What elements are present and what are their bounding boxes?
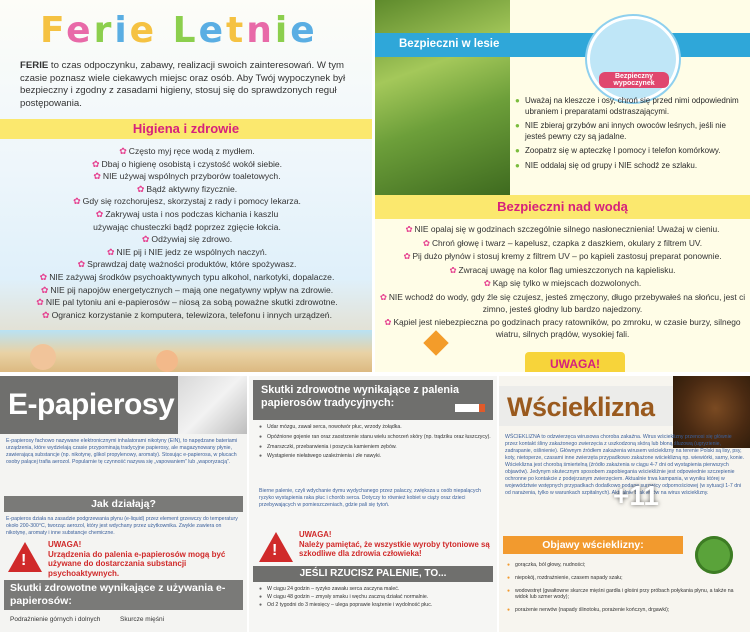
list-item: ✿ NIE opalaj się w godzinach szczególnie silnego nasłonecznienia! Uważaj w cieniu. — [405, 224, 720, 234]
symptoms-heading: Objawy wścieklizny: — [503, 536, 683, 554]
ferie-intro-text: to czas odpoczynku, zabawy, realizacji swoich zainteresowań. W tym czasie poznasz wiele ciekawych miejsc oraz osób. Aby Twój wypoczynek był bezpieczny i zgodny z zasadami higieny, stosuj się do sprawdzonych reguł postępowania. — [20, 60, 346, 109]
list-item: ● Zmarszczki, przebarwienia i poszycia kamieniem zębów. — [259, 444, 491, 451]
list-item: ● Wystąpienie niełatwego uzależnienia i złe nawyki. — [259, 453, 491, 460]
quit-heading: JEŚLI RZUCISZ PALENIE, TO... — [253, 566, 493, 582]
list-item: ✿ Zwracaj uwagę na kolor flag umieszczonych na kąpielisku. — [449, 264, 676, 275]
rabies-panel[interactable] — [499, 376, 750, 632]
flower-icon: ✿ — [40, 284, 49, 295]
flower-icon: ✿ — [119, 146, 127, 156]
forest-kids-photo — [375, 0, 510, 195]
smoking-effects-list — [259, 424, 491, 463]
ferie-intro — [20, 60, 356, 110]
list-item: ✿ NIE pal tytoniu ani e-papierosów – niosą za sobą poważne skutki zdrowotne. — [36, 297, 338, 308]
badge-label: Bezpieczny wypoczynek — [599, 72, 669, 88]
smoking-warning — [299, 530, 491, 559]
title-letter: i — [114, 10, 130, 51]
list-item: ✿ Ogranicz korzystanie z komputera, telewizora, telefonu i innych urządzeń. — [42, 309, 332, 320]
flower-icon: ✿ — [95, 208, 104, 219]
ecig-panel[interactable] — [0, 376, 247, 632]
title-letter: e — [290, 10, 318, 51]
flower-icon: ✿ — [73, 196, 81, 207]
safe-holiday-badge — [587, 16, 679, 102]
title-letter: e — [66, 10, 94, 51]
title-letter: e — [198, 10, 227, 51]
more-images-counter[interactable]: +11 — [613, 480, 659, 511]
list-item: ● Zoopatrz się w apteczkę I pomocy i telefon komórkowy. — [515, 146, 745, 157]
title-letter: n — [246, 10, 275, 51]
list-item: ● porażenie nerwów (napady ślinotoku, porażenie kończyn, drgawki); — [507, 607, 743, 614]
water-title: Bezpieczni nad wodą — [497, 199, 628, 214]
child-illustration — [30, 344, 56, 370]
title-letter: t — [226, 10, 247, 51]
list-item: ✿ NIE używaj wspólnych przyborów toaletowych. — [93, 171, 281, 182]
list-item: ✿ Zakrywaj usta i nos podczas kichania i kaszlu — [95, 208, 279, 219]
ecig-photo — [178, 376, 247, 434]
list-item: ✿ Pij dużo płynów i stosuj kremy z filtrem UV – po kąpieli zastosuj preparat ponownie. — [403, 251, 722, 262]
list-item: ● NIE oddalaj się od grupy i NIE schodź ze szlaku. — [515, 161, 745, 172]
list-item: ✿ Sprawdzaj datę ważności produktów, które spożywasz. — [77, 259, 297, 270]
smoking-title: Skutki zdrowotne wynikające z palenia papierosów tradycyjnych: — [253, 380, 493, 420]
warning-label: UWAGA! — [525, 352, 625, 372]
flower-icon: ✿ — [136, 183, 145, 194]
flower-icon: ✿ — [384, 317, 392, 328]
exclamation-icon: ! — [21, 552, 27, 569]
list-item: ✿ Dbaj o higienę osobistą i czystość wokół siebie. — [91, 158, 283, 169]
water-list — [379, 224, 746, 342]
title-letter: i — [274, 10, 291, 51]
list-item: ● W ciągu 48 godzin – zmysły smaku i węchu zaczną działać normalnie. — [259, 594, 491, 601]
symptoms-list — [507, 562, 743, 620]
title-space — [157, 10, 173, 51]
ecig-effects-list — [10, 616, 240, 623]
list-item-continued: używając chusteczki bądź poprzez zgięcie łokcia. — [93, 221, 281, 232]
flower-icon: ✿ — [422, 237, 430, 248]
list-item: ● Uważaj na kleszcze i osy, chroń się przed nimi odpowiednim ubraniem i preparatami odstraszającymi. — [515, 96, 745, 117]
title-letter: F — [40, 10, 67, 51]
flower-icon: ✿ — [91, 158, 100, 169]
flower-icon: ✿ — [405, 224, 413, 234]
list-item: ✿ NIE wchodź do wody, gdy źle się czujesz, jesteś zmęczony, długo przebywałeś na słońcu, jest ci zimno, jesteś głodny lub bardzo najedzony. — [379, 291, 746, 314]
list-item: ✿ NIE pij napojów energetycznych – mają one negatywny wpływ na zdrowie. — [40, 284, 334, 295]
flower-icon: ✿ — [93, 171, 101, 182]
smoking-panel[interactable] — [249, 376, 497, 632]
flower-icon: ✿ — [379, 291, 387, 302]
warning-text: Urządzenia do palenia e-papierosów mogą być używane do dostarczania substancji psychoaktywnych. — [48, 549, 226, 578]
flower-icon: ✿ — [449, 264, 457, 275]
passive-smoking-text: Bierne palenie, czyli wdychanie dymu wydychanego przez palaczy, zwiększa u osób niepalących ryzyko wystąpienia raka płuc i chorób serca. Dotyczy to również kobiet w ciąży oraz dzieci przebywających w pomieszczeniach, gdzie pali się tytoń. — [259, 488, 481, 508]
list-item: ✿ NIE zażywaj środków psychoaktywnych typu alkohol, narkotyki, dopalacze. — [39, 271, 335, 282]
list-item: Podrażnienie górnych i dolnych — [10, 616, 101, 623]
list-item: ● niepokój, rozdrażnienie, czasem napady szału; — [507, 575, 743, 582]
list-item: ✿ NIE pij i NIE jedz ze wspólnych naczyń. — [106, 246, 267, 257]
list-item: ✿ Często myj ręce wodą z mydłem. — [119, 146, 255, 156]
ecig-title: E-papierosy — [8, 388, 175, 421]
rabies-intro: WŚCIEKLIZNA to odzwierzęca wirusowa choroba zakaźna. Wirus wścieklizny przenosi się głównie przez kontakt śliny zakażonego zwierzęcia z uszkodzoną skórą lub błoną śluzową (ugryzienie, zadrapanie, oślinienie). Głównym źródłem zakażenia wirusem wścieklizny na terenie Polski są lisy, psy, koty, nietoperze, czasami inne zwierzęta przypadkowo zakażone wścieklizną np. wiewiórki, sarny, konie. Wścieklizna jest chorobą śmiertelną (źródło zakażenia w ciągu 4-7 dni od wystąpienia pierwszych objawów). Jedynym skutecznym sposobem zapobiegania wściekliźnie jest odpowiednie szczepienie ochronne po kontakcie z podejrzanym zwierzęciem. Aktualnie trwa kampania, w wyniku której w województwie wstępnych przypadkach dodatkowo podane surowicy odpornościowej (w sytuacji 1-7 dni od narażenia, tylko w warunkach szpitalnych). Aktualnie brak leków na wirus wścieklizny. — [505, 434, 745, 496]
ecig-how-heading: Jak działają? — [4, 496, 243, 512]
warning-title: UWAGA! — [48, 540, 82, 549]
safety-panel[interactable] — [375, 0, 750, 372]
flower-icon: ✿ — [39, 271, 48, 282]
flower-icon: ✿ — [106, 246, 115, 257]
ecig-effects-heading: Skutki zdrowotne wynikające z używania e-papierosów: — [4, 580, 243, 610]
flower-icon: ✿ — [141, 234, 150, 245]
exclamation-icon: ! — [272, 542, 278, 559]
flower-icon: ✿ — [483, 278, 491, 289]
flower-icon: ✿ — [42, 309, 50, 320]
beach-illustration — [0, 330, 372, 372]
list-item: ● gorączka, ból głowy, nudności; — [507, 562, 743, 569]
title-letter: L — [172, 10, 199, 51]
flower-icon: ✿ — [36, 297, 44, 308]
cigarette-icon — [455, 404, 485, 412]
hygiene-title: Higiena i zdrowie — [132, 121, 240, 136]
list-item: ● W ciągu 24 godzin – ryzyko zawału serca zaczyna maleć. — [259, 586, 491, 593]
child-illustration — [156, 350, 178, 372]
forest-title: Bezpieczni w lesie — [399, 38, 500, 50]
title-letter: r — [93, 10, 115, 51]
list-item: ● Od 2 tygodni do 3 miesięcy – ulega poprawie krążenie i wydolność płuc. — [259, 602, 491, 609]
warning-text: Należy pamiętać, że wszystkie wyroby tytoniowe są szkodliwe dla zdrowia człowieka! — [299, 539, 490, 558]
list-item: ✿ Bądź aktywny fizycznie. — [136, 183, 238, 194]
list-item: ✿ Kąp się tylko w miejscach dozwolonych. — [483, 278, 642, 289]
ferie-intro-lead: FERIE — [20, 60, 49, 71]
rabies-title: Wścieklizna — [507, 392, 655, 422]
list-item: ● wodowstręt (gwałtowne skurcze mięśni gardła i głośni przy próbach połykania płynu, a także na widok lub szmer wody); — [507, 588, 743, 602]
warning-title: UWAGA! — [299, 530, 332, 539]
list-item: Skurcze mięśni — [120, 616, 165, 623]
forest-list — [515, 96, 745, 175]
list-item: ✿ Chroń głowę i twarz – kapelusz, czapka z daszkiem, okulary z filtrem UV. — [422, 237, 703, 248]
quit-benefits-list — [259, 586, 491, 609]
title-letter: e — [129, 10, 158, 51]
list-item: ● Opóźnione gojenie ran oraz zaostrzenie stanu wielu schorzeń skóry (np. trądziku oraz łuszczycy). — [259, 434, 491, 441]
ferie-title — [40, 10, 318, 51]
flower-icon: ✿ — [403, 251, 411, 262]
flower-icon: ✿ — [77, 259, 86, 270]
ferie-panel[interactable] — [0, 0, 372, 372]
hygiene-list — [6, 145, 368, 321]
list-item: ✿ Odżywiaj się zdrowo. — [141, 234, 233, 245]
list-item: ✿ Kąpiel jest niebezpieczna po godzinach pracy ratowników, po zmroku, w czasie burzy, silnego wiatru, silnych prądów, wysokiej fali. — [384, 317, 741, 339]
list-item: ✿ Gdy się rozchorujesz, skorzystaj z rady i pomocy lekarza. — [73, 196, 301, 207]
ecig-intro: E-papierosy fachowo nazywane elektronicznymi inhalatorami nikotyny (EIN), to napędzane bateriami urządzenia, które wydzielają czasie przypominają tradycyjne papierosy, ale magazynowany płynie, zawierającą substancje (np. nikotynę, glikol propylenowy, aromaty). Stosując e-papierosa, w płucach osoby palącej trafia aerozol. Popularnie tę czynność nazywa się „vapowaniem” lub „waporyzacją”. — [6, 438, 238, 465]
ecig-how-text: E-papieros działa na zasadzie podgrzewania płynu (e-liquid) przez element grzewczy do temperatury około 200-300°C, tworząc aerozol, który jest wdychany przez użytkownika. Zwykle zawiera on nikotynę, aromaty i inne substancje chemiczne. — [6, 516, 238, 536]
ecig-warning — [48, 540, 240, 578]
list-item: ● Udar mózgu, zawał serca, nowotwór płuc, wrzody żołądka. — [259, 424, 491, 431]
list-item: ● NIE zbieraj grzybów ani innych owoców leśnych, jeśli nie jesteś pewny czy są jadalne. — [515, 121, 745, 142]
